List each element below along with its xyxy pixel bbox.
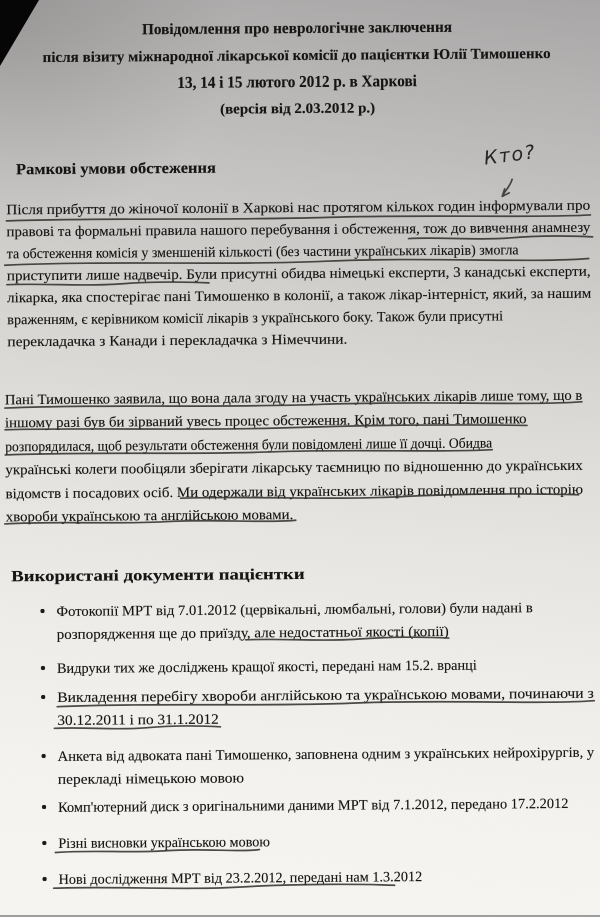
para2-line: хвороби українською та англійською мовами. (5, 507, 294, 526)
para1-line: приступити лише надвечір. Були присутні обидва німецькі експерти, 3 канадські експерти, (6, 263, 591, 285)
section1-heading: Рамкові умови обстеження (15, 159, 216, 179)
bullet-line: розпорядження ще до приїзду, але недостатньої якості (копії) (56, 623, 449, 643)
handwritten-note: Кто? (482, 141, 538, 170)
doc-title-line3: 13, 14 і 15 лютого 2012 р. в Харкові (177, 71, 418, 92)
para2-line: українські колеги пообіцяли зберігати лікарську таємницю по відношенню до українських (5, 457, 583, 479)
para1-line: та обстеження комісія у зменшеній кількості (без частини українських лікарів) змогла (6, 242, 519, 263)
bullet-dot (41, 666, 45, 670)
bullet-dot (42, 754, 46, 758)
doc-title-line4: (версія від 2.03.2012 р.) (219, 100, 376, 118)
bullet-line: 30.12.2011 і по 31.1.2012 (57, 711, 219, 729)
para1-line: правові та формальні правила нашого перебування і обстеження, тож до вивчення анамнезу (6, 219, 591, 241)
bullet-line: Видруки тих же досліджень кращої якості, передані нам 15.2. вранці (56, 657, 477, 677)
doc-title-line1: Повідомлення про неврологічне заключення (141, 18, 453, 39)
bullet-line: перекладі німецькою мовою (57, 770, 245, 788)
arrow-annotation (502, 179, 512, 196)
bullet-dot (43, 877, 47, 881)
para2-line: відомств і посадових осіб. Ми одержали від українських лікарів повідомлення про історію (5, 481, 584, 503)
para2-line: іншому разі був би зірваний увесь процес обстеження. Крім того, пані Тимошенко (4, 411, 527, 432)
para1-line: враженням, є керівником комісії лікарів з українського боку. Також були присутні (7, 308, 504, 329)
bullet-line: Різні висновки українською мовою (58, 834, 271, 852)
bullet-line: Комп'ютерний диск з оригінальними даними МРТ від 7.1.2012, передано 17.2.2012 (57, 795, 569, 816)
para1-line: перекладачка з Канади і перекладачка з Німеччини. (7, 331, 348, 351)
para2-line: Пані Тимошенко заявила, що вона дала згоду на участь українських лікарів лише тому, що в (4, 387, 583, 409)
bullet-line: Анкета від адвоката пані Тимошенко, заповнена одним з українських нейрохірургів, у (57, 744, 595, 765)
para2-line: розпорядилася, щоб результати обстеження були повідомлені лише її дочці. Обидва (5, 435, 493, 456)
bullet-dot (42, 805, 46, 809)
bullet-dot (40, 609, 44, 613)
bullet-dot (41, 695, 45, 699)
scan-corner-fold (0, 0, 39, 66)
bullet-dot (42, 841, 46, 845)
bullet-line: Нові дослідження МРТ від 23.2.2012, передані нам 1.3.2012 (58, 869, 423, 888)
para1-line: Після прибуття до жіночої колонії в Харкові нас протягом кількох годин інформували про (6, 197, 591, 219)
bullet-line: Викладення перебігу хвороби англійською та українською мовами, починаючи з (57, 685, 594, 706)
doc-title-line2: після візиту міжнародної лікарської комісії до пацієнтки Юлії Тимошенко (43, 46, 552, 67)
para1-line: лікарка, яка спостерігає пані Тимошенко в колонії, а також лікар-інтерніст, який, за нашим (6, 285, 592, 307)
section2-heading: Використані документи пацієнтки (11, 565, 305, 586)
bullet-line: Фотокопії МРТ від 7.01.2012 (цервікальні, люмбальні, голови) були надані в (56, 600, 533, 620)
